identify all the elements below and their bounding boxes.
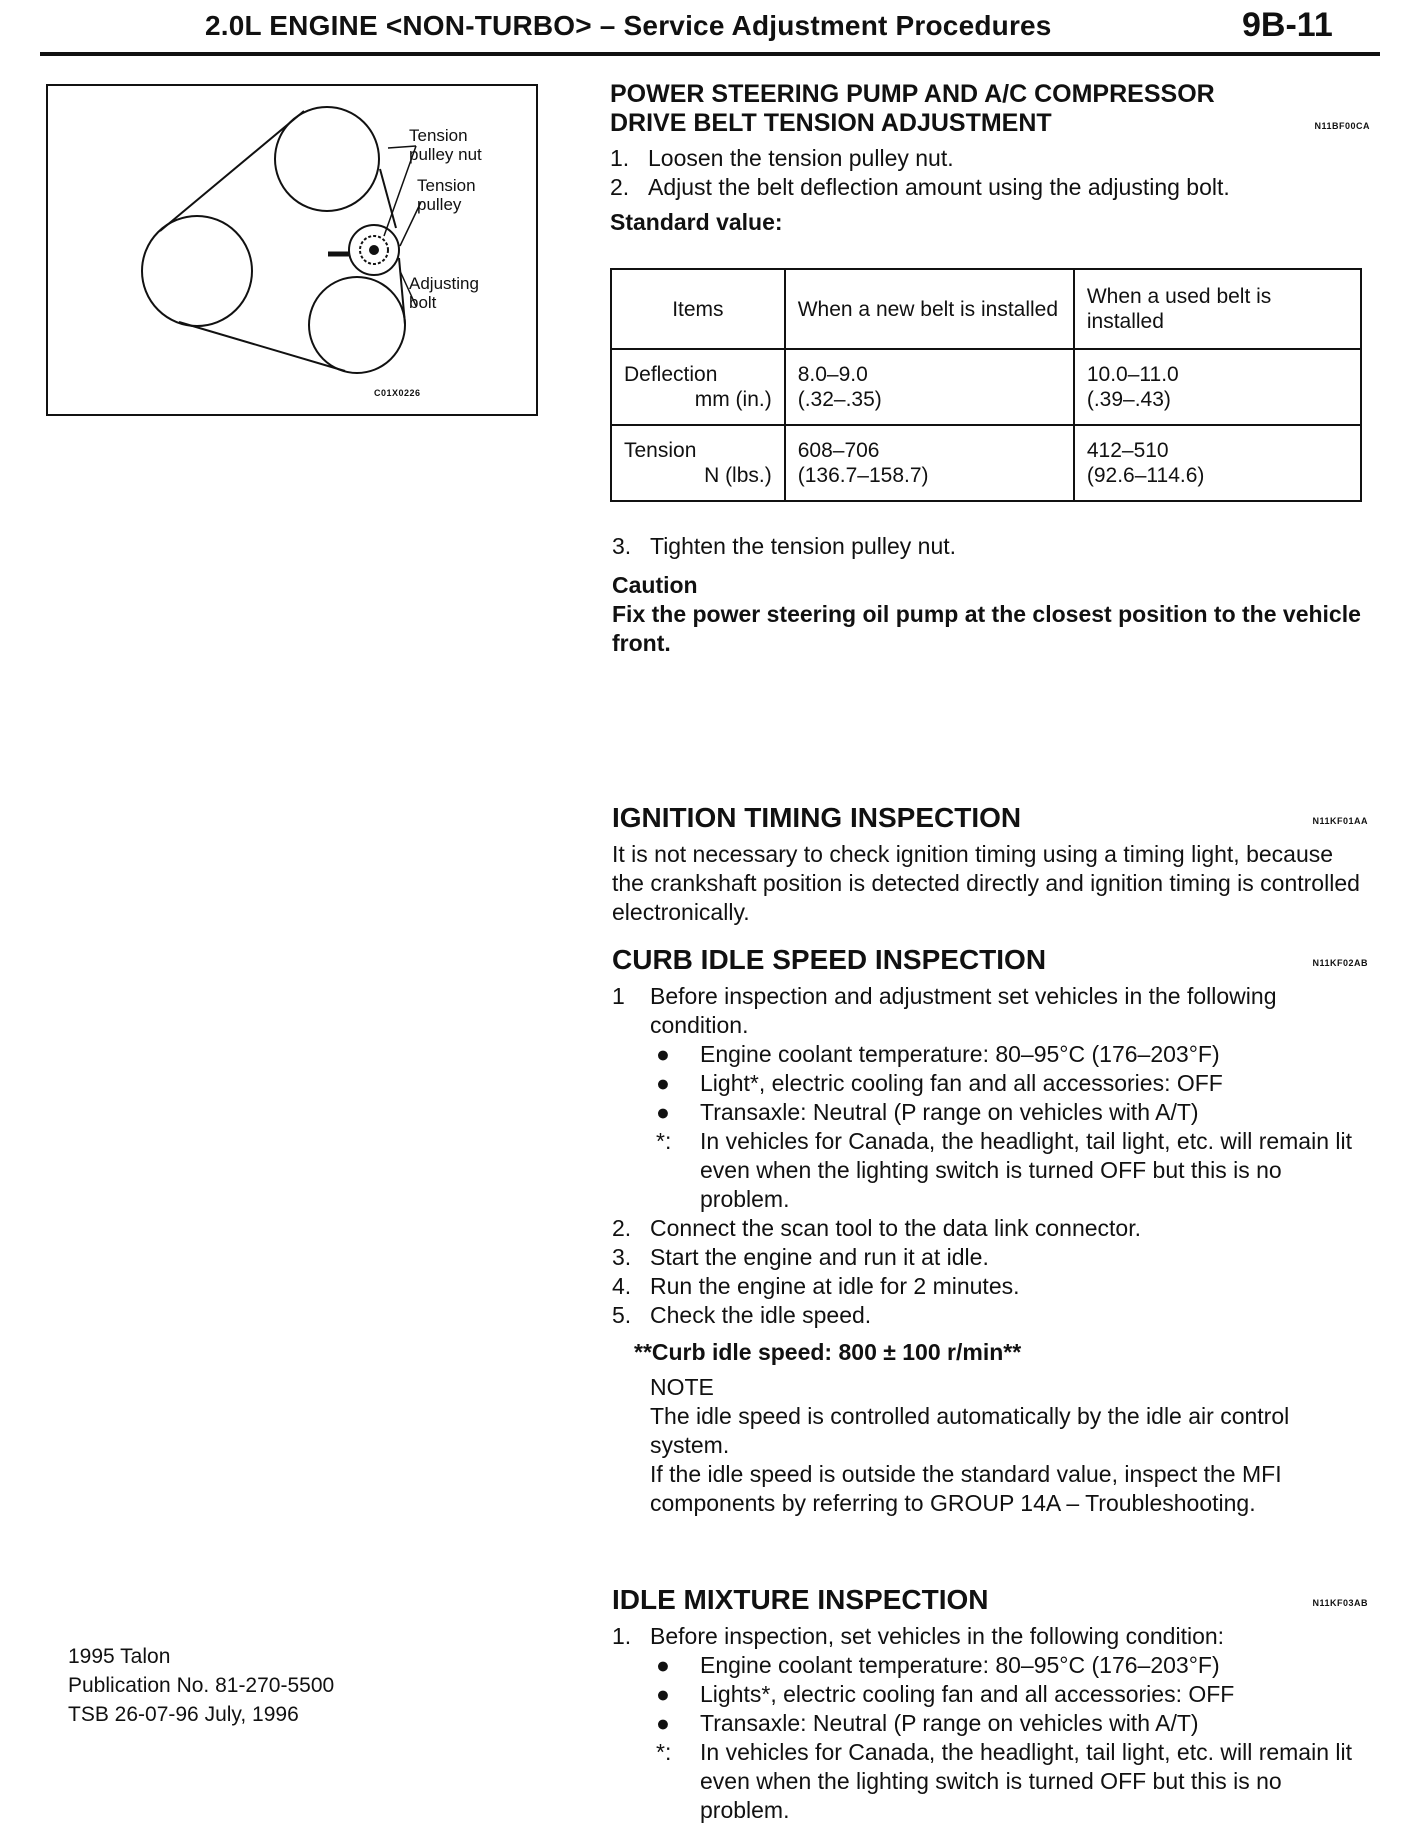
belt-diagram-figure — [46, 84, 538, 416]
list-item: 1. Loosen the tension pulley nut. — [610, 145, 954, 171]
idle-mixture-section — [612, 1584, 1368, 1825]
curb-idle-spec: **Curb idle speed: 800 ± 100 r/min** — [634, 1339, 1022, 1365]
page-number: 9B-11 — [1242, 6, 1333, 44]
curb-idle-section — [612, 944, 1368, 1518]
footer-model: 1995 Talon — [68, 1645, 171, 1668]
list-item: 1. Before inspection, set vehicles in the following condition: ● Engine coolant temperature: 80–95°C (176–203°F) ● Lights*, electric cooling fan and all accessories: OFF ● Transaxle: Neutral (P range on vehicles with A/T) *: In vehicles for Canada, the headlight, tail light, etc. will remain lit even when the lighting switch is turned OFF but this is no problem. — [612, 1622, 1368, 1825]
list-item: ● Engine coolant temperature: 80–95°C (176–203°F) — [656, 1652, 1220, 1678]
list-item: 3. Start the engine and run it at idle. — [612, 1244, 989, 1270]
table-cell: 608–706 (136.7–158.7) — [785, 425, 1074, 501]
publication-footer — [68, 1642, 334, 1729]
table-header-row — [611, 269, 1361, 349]
ignition-code: N11KF01AA — [1312, 816, 1368, 826]
table-cell: 412–510 (92.6–114.6) — [1074, 425, 1361, 501]
belt-section-title-line1: POWER STEERING PUMP AND A/C COMPRESSOR — [610, 80, 1215, 108]
curb-conditions — [650, 1040, 1368, 1214]
note-label: NOTE — [650, 1374, 714, 1400]
list-item: ● Engine coolant temperature: 80–95°C (176–203°F) — [656, 1041, 1220, 1067]
ignition-section — [612, 802, 1368, 927]
list-item: 1 Before inspection and adjustment set vehicles in the following condition. ● Engine coolant temperature: 80–95°C (176–203°F) ● Light*, electric cooling fan and all accessories: OFF ● Transaxle: Neutral (P range on vehicles with A/T) *: In vehicles for Canada, the headlight, tail light, etc. will remain lit even when the lighting switch is turned OFF but this is no problem. — [612, 982, 1368, 1214]
idle-mixture-title: IDLE MIXTURE INSPECTION — [612, 1584, 989, 1615]
list-item: *: In vehicles for Canada, the headlight, tail light, etc. will remain lit even when the lighting switch is turned OFF but this is no problem. — [656, 1739, 1352, 1823]
list-item: ● Transaxle: Neutral (P range on vehicles with A/T) — [656, 1710, 1199, 1736]
idle-mixture-conditions — [650, 1651, 1368, 1825]
list-item: 5. Check the idle speed. — [612, 1302, 872, 1328]
footer-publication: Publication No. 81-270-5500 — [68, 1674, 335, 1697]
note-line: If the idle speed is outside the standard value, inspect the MFI components by referring to GROUP 14A – Troubleshooting. — [650, 1461, 1282, 1516]
standard-value-label: Standard value: — [610, 209, 783, 235]
table-cell: Deflection mm (in.) — [611, 349, 785, 425]
label-adjusting-bolt: Adjusting bolt — [409, 274, 479, 312]
curb-code: N11KF02AB — [1312, 958, 1368, 968]
list-item: ● Light*, electric cooling fan and all accessories: OFF — [656, 1070, 1223, 1096]
table-row — [611, 349, 1361, 425]
curb-title: CURB IDLE SPEED INSPECTION — [612, 944, 1047, 975]
curb-note — [612, 1373, 1368, 1518]
list-item: 4. Run the engine at idle for 2 minutes. — [612, 1273, 1020, 1299]
caution-label: Caution — [612, 572, 698, 598]
table-row — [611, 425, 1361, 501]
label-tension-pulley-nut: Tension pulley nut — [409, 126, 482, 164]
table-header: Items — [611, 269, 785, 349]
list-item: 2. Connect the scan tool to the data link connector. — [612, 1215, 1141, 1241]
list-item: *: In vehicles for Canada, the headlight, tail light, etc. will remain lit even when the lighting switch is turned OFF but this is no problem. — [656, 1128, 1352, 1212]
list-item: ● Transaxle: Neutral (P range on vehicles with A/T) — [656, 1099, 1199, 1125]
belt-step3-caution — [612, 532, 1368, 658]
label-tension-pulley: Tension pulley — [417, 176, 476, 214]
belt-tension-section — [610, 80, 1370, 237]
caution-text: Fix the power steering oil pump at the closest position to the vehicle front. — [612, 601, 1361, 656]
idle-mixture-code: N11KF03AB — [1312, 1598, 1368, 1608]
footer-tsb: TSB 26-07-96 July, 1996 — [68, 1703, 299, 1726]
note-line: The idle speed is controlled automatically by the idle air control system. — [650, 1403, 1290, 1458]
figure-code: C01X0226 — [374, 388, 421, 398]
table-cell: Tension N (lbs.) — [611, 425, 785, 501]
table-header: When a used belt is installed — [1074, 269, 1361, 349]
belt-segment — [380, 169, 396, 228]
header-rule — [40, 52, 1380, 56]
belt-section-code: N11BF00CA — [1314, 121, 1370, 131]
belt-steps — [610, 144, 1370, 202]
belt-spec-table — [610, 268, 1362, 502]
left-pulley — [142, 216, 252, 326]
list-item: ● Lights*, electric cooling fan and all accessories: OFF — [656, 1681, 1235, 1707]
idle-mixture-steps — [612, 1622, 1368, 1825]
table-cell: 10.0–11.0 (.39–.43) — [1074, 349, 1361, 425]
page-header-title: 2.0L ENGINE <NON-TURBO> – Service Adjustment Procedures — [205, 10, 1052, 41]
table-header: When a new belt is installed — [785, 269, 1074, 349]
ignition-title: IGNITION TIMING INSPECTION — [612, 802, 1022, 833]
belt-segment — [179, 322, 345, 371]
table-cell: 8.0–9.0 (.32–.35) — [785, 349, 1074, 425]
belt-segment — [160, 111, 304, 231]
belt-step3 — [612, 532, 1368, 561]
list-item: 2. Adjust the belt deflection amount using the adjusting bolt. — [610, 174, 1230, 200]
lower-pulley — [309, 277, 405, 373]
list-item: 3. Tighten the tension pulley nut. — [612, 533, 957, 559]
belt-section-title-line2: DRIVE BELT TENSION ADJUSTMENT — [610, 109, 1052, 137]
ignition-text: It is not necessary to check ignition timing using a timing light, because the crankshaft position is detected directly and ignition timing is controlled electronically. — [612, 841, 1360, 925]
curb-steps — [612, 982, 1368, 1330]
belt-segment — [399, 258, 405, 324]
